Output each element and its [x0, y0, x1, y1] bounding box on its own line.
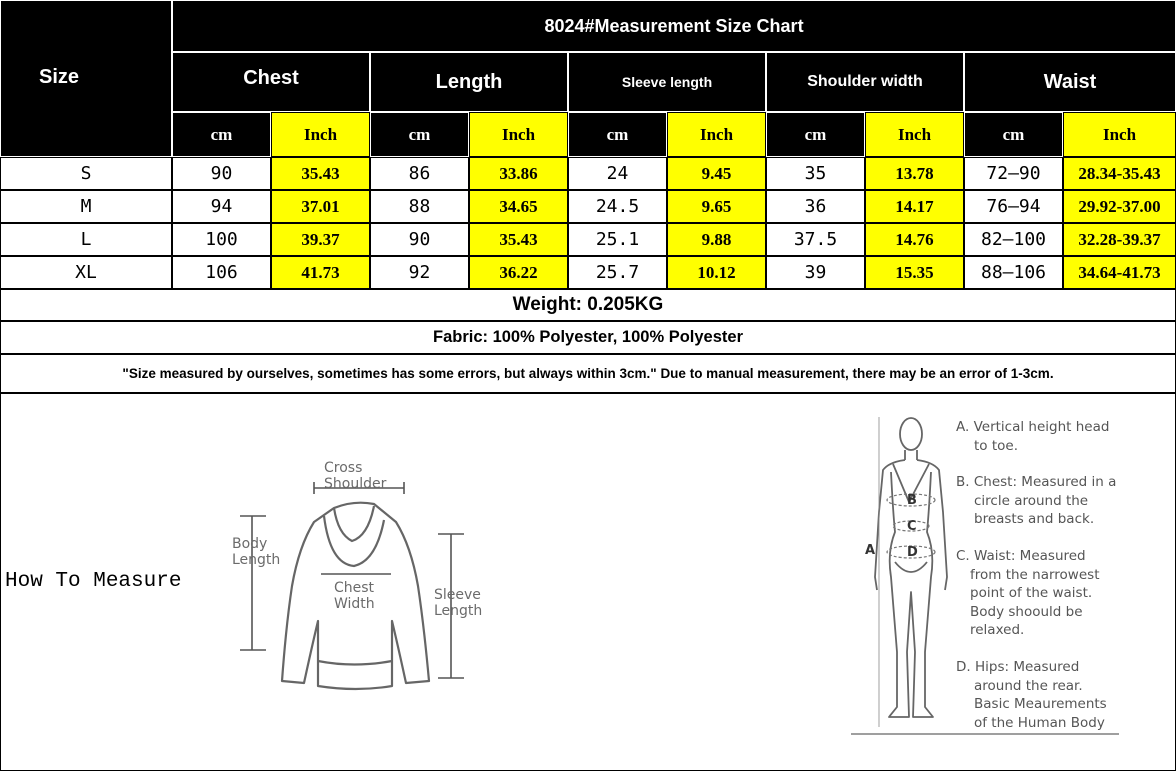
- cm-value-cell: 88–106: [964, 256, 1063, 289]
- inch-value-cell: 32.28-39.37: [1063, 223, 1176, 256]
- inch-value-cell: 14.17: [865, 190, 964, 223]
- sleeve-inch-header: Inch: [667, 112, 766, 157]
- measure-legend-c: C. Waist: Measured from the narrowest point of the waist. Body shoould be relaxed.: [956, 548, 1100, 639]
- cm-value-cell: 25.7: [568, 256, 667, 289]
- inch-value-cell: 33.86: [469, 157, 568, 190]
- cm-value-cell: 90: [370, 223, 469, 256]
- size-cell: L: [0, 223, 172, 256]
- group-waist: Waist: [964, 52, 1176, 112]
- inch-value-cell: 41.73: [271, 256, 370, 289]
- length-inch-header: Inch: [469, 112, 568, 157]
- inch-value-cell: 39.37: [271, 223, 370, 256]
- cm-value-cell: 25.1: [568, 223, 667, 256]
- inch-value-cell: 36.22: [469, 256, 568, 289]
- cm-value-cell: 24: [568, 157, 667, 190]
- group-length: Length: [370, 52, 568, 112]
- cm-value-cell: 94: [172, 190, 271, 223]
- marker-a: A: [865, 543, 876, 558]
- inch-value-cell: 35.43: [469, 223, 568, 256]
- cm-value-cell: 100: [172, 223, 271, 256]
- cm-value-cell: 82–100: [964, 223, 1063, 256]
- size-cell: XL: [0, 256, 172, 289]
- inch-value-cell: 13.78: [865, 157, 964, 190]
- length-cm-header: cm: [370, 112, 469, 157]
- cm-value-cell: 88: [370, 190, 469, 223]
- fabric-row: Fabric: 100% Polyester, 100% Polyester: [0, 321, 1176, 354]
- cm-value-cell: 76–94: [964, 190, 1063, 223]
- inch-value-cell: 10.12: [667, 256, 766, 289]
- cm-value-cell: 37.5: [766, 223, 865, 256]
- inch-value-cell: 37.01: [271, 190, 370, 223]
- how-to-measure-label: How To Measure: [5, 570, 182, 593]
- size-header: Size: [0, 0, 172, 157]
- body-length-label-1: Body: [232, 536, 268, 552]
- group-chest: Chest: [172, 52, 370, 112]
- inch-value-cell: 9.65: [667, 190, 766, 223]
- shoulder-cm-header: cm: [766, 112, 865, 157]
- group-shoulder-width: Shoulder width: [766, 52, 964, 112]
- inch-value-cell: 34.65: [469, 190, 568, 223]
- inch-value-cell: 34.64-41.73: [1063, 256, 1176, 289]
- garment-diagram: [226, 456, 496, 696]
- chest-width-label-2: Width: [334, 596, 375, 612]
- measure-legend-d: D. Hips: Measured around the rear. Basic Meaurements of the Human Body: [956, 659, 1107, 731]
- cm-value-cell: 35: [766, 157, 865, 190]
- inch-value-cell: 14.76: [865, 223, 964, 256]
- cross-shoulder-label-1: Cross: [324, 460, 363, 476]
- sleeve-length-label-2: Length: [434, 603, 483, 619]
- inch-value-cell: 35.43: [271, 157, 370, 190]
- cm-value-cell: 106: [172, 256, 271, 289]
- size-cell: M: [0, 190, 172, 223]
- cm-value-cell: 86: [370, 157, 469, 190]
- sleeve-cm-header: cm: [568, 112, 667, 157]
- waist-inch-header: Inch: [1063, 112, 1176, 157]
- measure-legend-a: A. Vertical height head to toe.: [956, 419, 1110, 454]
- inch-value-cell: 29.92-37.00: [1063, 190, 1176, 223]
- cm-value-cell: 72–90: [964, 157, 1063, 190]
- waist-cm-header: cm: [964, 112, 1063, 157]
- size-cell: S: [0, 157, 172, 190]
- cm-value-cell: 39: [766, 256, 865, 289]
- chest-inch-header: Inch: [271, 112, 370, 157]
- marker-d: D: [907, 545, 918, 560]
- cm-value-cell: 24.5: [568, 190, 667, 223]
- note-row: "Size measured by ourselves, sometimes has some errors, but always within 3cm." Due to manual measurement, there may be an error of 1-3cm.: [0, 354, 1176, 393]
- inch-value-cell: 9.88: [667, 223, 766, 256]
- chart-title: 8024#Measurement Size Chart: [172, 0, 1176, 52]
- shoulder-inch-header: Inch: [865, 112, 964, 157]
- body-length-label-2: Length: [232, 552, 281, 568]
- chest-cm-header: cm: [172, 112, 271, 157]
- cm-value-cell: 90: [172, 157, 271, 190]
- marker-b: B: [907, 493, 917, 508]
- inch-value-cell: 15.35: [865, 256, 964, 289]
- sleeve-length-label-1: Sleeve: [434, 587, 481, 603]
- chest-width-label-1: Chest: [334, 580, 375, 596]
- cross-shoulder-label-2: Shoulder: [324, 476, 387, 492]
- cm-value-cell: 36: [766, 190, 865, 223]
- inch-value-cell: 9.45: [667, 157, 766, 190]
- group-sleeve-length: Sleeve length: [568, 52, 766, 112]
- how-to-measure-section: [0, 393, 1176, 771]
- cm-value-cell: 92: [370, 256, 469, 289]
- measure-legend-b: B. Chest: Measured in a circle around the breasts and back.: [956, 474, 1117, 528]
- body-diagram: [851, 412, 971, 736]
- marker-c: C: [907, 519, 917, 534]
- inch-value-cell: 28.34-35.43: [1063, 157, 1176, 190]
- weight-row: Weight: 0.205KG: [0, 289, 1176, 321]
